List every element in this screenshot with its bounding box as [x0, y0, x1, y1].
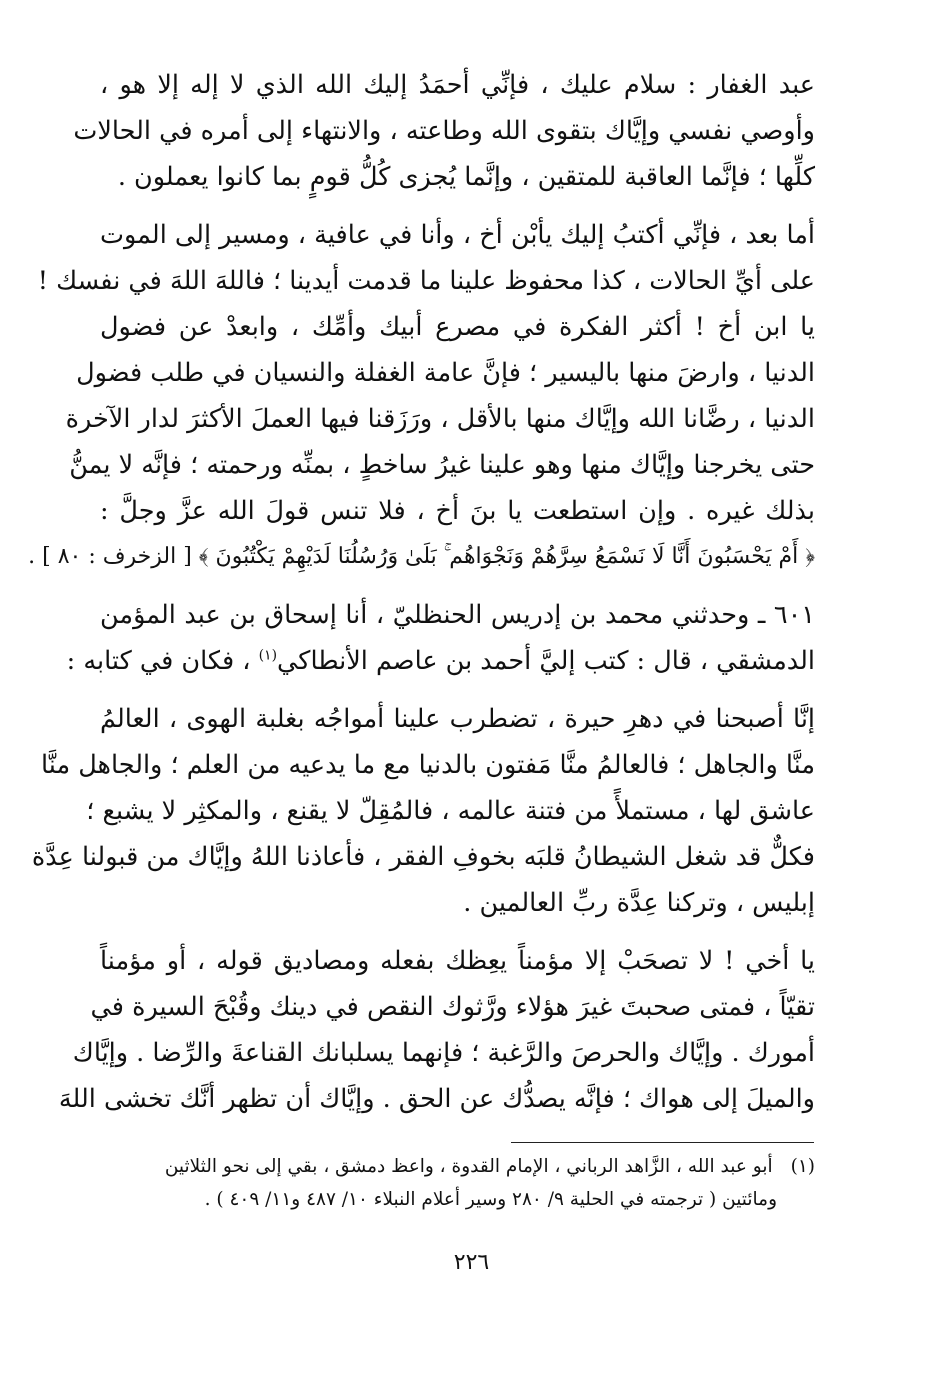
paragraph-letter-body [28, 212, 815, 580]
text-line: ٦٠١ ـ وحدثني محمد بن إدريس الحنظليّ ، أنا إسحاق بن عبد المؤمن [100, 600, 815, 630]
text-line: بذلك غيره . وإن استطعت يا بنَ أخ ، فلا تنس قولَ الله عزَّ وجلَّ : [100, 496, 815, 526]
text-line: وأوصي نفسي وإيَّاك بتقوى الله وطاعته ، والانتهاء إلى أمره في الحالات [73, 116, 815, 146]
paragraph-advice [58, 938, 815, 1122]
text-line: حتى يخرجنا وإيَّاك منها وهو علينا غيرُ ساخطٍ ، بمنِّه ورحمته ؛ فإنَّه لا يمنُّ [69, 450, 815, 480]
footnote-marker: (١) [790, 1156, 815, 1177]
text-line: عبد الغفار : سلام عليك ، فإنِّي أحمَدُ إليك الله الذي لا إله إلا هو ، [100, 70, 815, 100]
quran-verse: ﴿ أَمْ يَحْسَبُونَ أَنَّا لَا نَسْمَعُ سِرَّهُمْ وَنَجْوَاهُم ۚ بَلَىٰ وَرُسُلُنَا لَدَيْهِمْ يَكْتُبُونَ ﴾ [ الزخرف : ٨٠ ] . [28, 544, 815, 569]
page-number: ٢٢٦ [453, 1250, 490, 1275]
footnote-line: ومائتين ( ترجمته في الحلية ٩/ ٢٨٠ وسير أعلام النبلاء ١٠/ ٤٨٧ و١١/ ٤٠٩ ) . [204, 1189, 777, 1210]
text-line: عاشق لها ، مستملأً من فتنة عالمه ، فالمُقِلّ لا يقنع ، والمكثِر لا يشبع ؛ [86, 796, 815, 826]
footnote-divider [511, 1142, 814, 1143]
text-fragment: ، فكان في كتابه : [66, 646, 259, 676]
text-fragment: الدمشقي ، قال : كتب إليَّ أحمد بن عاصم الأنطاكي [277, 646, 815, 676]
footnote-section [100, 1150, 815, 1216]
text-line: أما بعد ، فإنِّي أكتبُ إليك يأبْن أخ ، وأنا في عافية ، ومسير إلى الموت [100, 220, 815, 250]
text-line: أمورك . وإيَّاك والحرصَ والرَّغبة ؛ فإنهما يسلبانك القناعةَ والرِّضا . وإيَّاك [72, 1038, 815, 1068]
footnote-line [100, 1150, 815, 1183]
text-line [66, 638, 815, 684]
text-line: الدنيا ، رضَّانا الله وإيَّاك منها بالأقل ، ورَزَقنا فيها العملَ الأكثرَ لدار الآخرة [65, 404, 815, 434]
text-line: الدنيا ، وارضَ منها باليسير ؛ فإنَّ عامة الغفلة والنسيان في طلب فضول [76, 358, 815, 388]
text-line: والميلَ إلى هواك ؛ فإنَّه يصدُّك عن الحق . وإيَّاك أن تظهر أنَّك تخشى اللهَ [58, 1084, 815, 1114]
text-line: على أيِّ الحالات ، كذا محفوظ علينا ما قدمت أيدينا ؛ فاللهَ اللهَ في نفسك ! [37, 266, 815, 296]
text-line: إبليس ، وتركنا عِدَّة ربِّ العالمين . [463, 888, 815, 918]
text-line: يا أخي ! لا تصحَبْ إلا مؤمناً يعِظك بفعله ومصاديق قوله ، أو مؤمناً [100, 946, 815, 976]
text-line: تقيّاً ، فمتى صحبتَ غيرَ هؤلاء ورَّثوك النقص في دينك وقُبْحَ السيرة في [90, 992, 815, 1022]
main-text-body [28, 62, 815, 1134]
text-line: كلِّها ؛ فإنَّما العاقبة للمتقين ، وإنَّما يُجزى كُلُّ قومٍ بما كانوا يعملون . [117, 162, 815, 192]
text-line: منَّا والجاهل ؛ فالعالمُ منَّا مَفتون بالدنيا مع ما يدعيه من العلم ؛ والجاهل منَّا [40, 750, 815, 780]
paragraph-letter-opening [73, 62, 815, 200]
text-line: فكلٌّ قد شغل الشيطانُ قلبَه بخوفِ الفقر ، فأعاذنا اللهُ وإيَّاك من قبولنا عِدَّة [31, 842, 815, 872]
paragraph-narration-601 [66, 592, 815, 684]
footnote-reference[interactable]: (١) [258, 647, 278, 664]
footnote-text: أبو عبد الله ، الزَّاهد الرباني ، الإمام القدوة ، واعظ دمشق ، بقي إلى نحو الثلاثين [164, 1156, 773, 1177]
text-line: إنَّا أصبحنا في دهرِ حيرة ، تضطرب علينا أمواجُه بغلبة الهوى ، العالمُ [100, 704, 815, 734]
paragraph-letter-content [31, 696, 815, 926]
text-line: يا ابن أخ ! أكثر الفكرة في مصرع أبيك وأمِّك ، وابعدْ عن فضول [100, 312, 815, 342]
